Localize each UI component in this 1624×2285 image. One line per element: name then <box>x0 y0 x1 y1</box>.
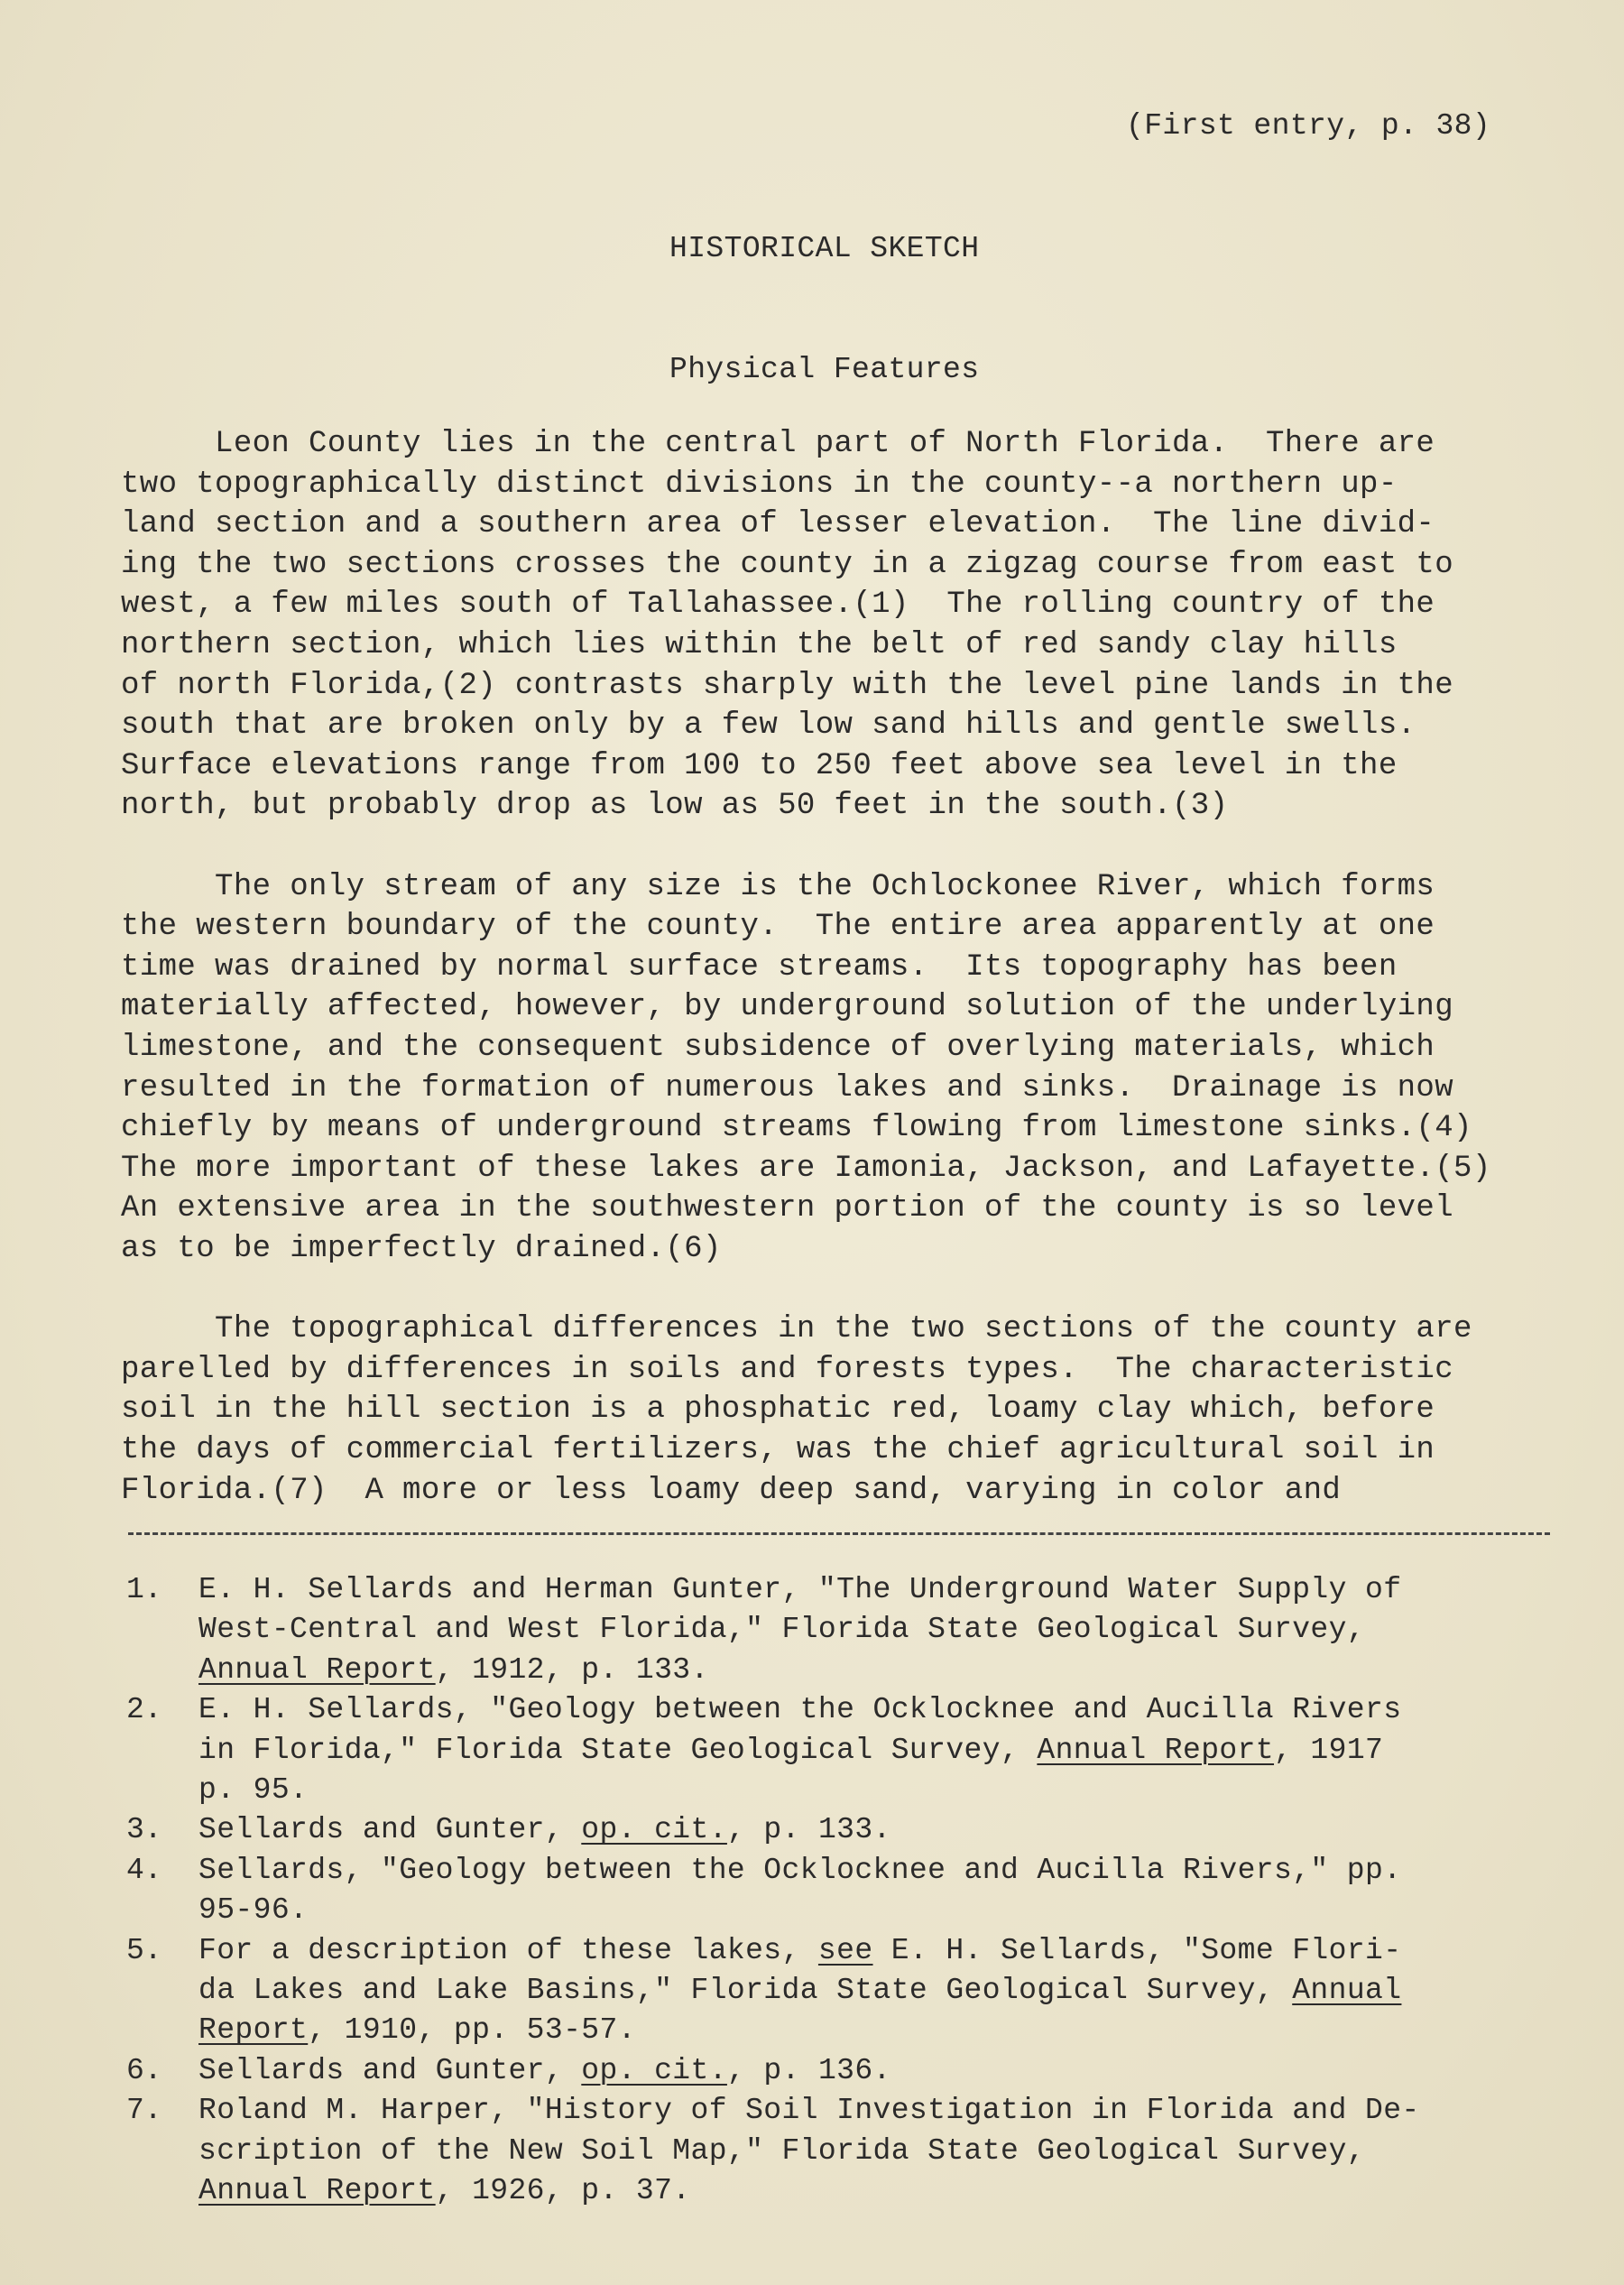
entry-note: (First entry, p. 38) <box>1126 109 1491 143</box>
body-line: as to be imperfectly drained.(6) <box>121 1232 722 1266</box>
body-line: ing the two sections crosses the county in a zigzag course from east to <box>121 547 1454 582</box>
page-title: HISTORICAL SKETCH <box>669 232 980 265</box>
body-line: limestone, and the consequent subsidence of overlying materials, which <box>121 1031 1435 1065</box>
body-line: Leon County lies in the central part of North Florida. There are <box>121 427 1435 461</box>
body-line: south that are broken only by a few low sand hills and gentle swells. <box>121 708 1416 744</box>
footnote-line: West-Central and West Florida," Florida State Geological Survey, <box>198 1613 1366 1647</box>
footnote-line: E. H. Sellards and Herman Gunter, "The Underground Water Supply of <box>198 1573 1402 1606</box>
footnote-line: p. 95. <box>198 1773 309 1807</box>
footnote-line: da Lakes and Lake Basins," Florida State Geological Survey, Annual <box>198 1974 1402 2007</box>
footnote-line: For a description of these lakes, see E. H. Sellards, "Some Flori- <box>198 1933 1402 1967</box>
footnote-number: 5. <box>126 1933 162 1967</box>
body-line: northern section, which lies within the belt of red sandy clay hills <box>121 628 1398 662</box>
footnote-number: 1. <box>126 1573 162 1606</box>
body-line: Florida.(7) A more or less loamy deep sand, varying in color and <box>121 1473 1342 1508</box>
body-line: west, a few miles south of Tallahassee.(1) The rolling country of the <box>121 587 1435 623</box>
footnote-line: E. H. Sellards, "Geology between the Ocklocknee and Aucilla Rivers <box>198 1693 1402 1727</box>
body-line: land section and a southern area of lesser elevation. The line divid- <box>121 507 1435 542</box>
body-line: resulted in the formation of numerous lakes and sinks. Drainage is now <box>121 1070 1454 1105</box>
footnote-number: 3. <box>126 1813 162 1847</box>
footnote-line: 95-96. <box>198 1893 309 1928</box>
footnote-line: Roland M. Harper, "History of Soil Investigation in Florida and De- <box>198 2094 1420 2128</box>
body-line: the days of commercial fertilizers, was the chief agricultural soil in <box>121 1433 1435 1467</box>
body-line: The more important of these lakes are Iamonia, Jackson, and Lafayette.(5) <box>121 1151 1491 1186</box>
body-line: materially affected, however, by underground solution of the underlying <box>121 990 1454 1025</box>
footnote-line: Annual Report, 1912, p. 133. <box>198 1652 709 1687</box>
body-line: Surface elevations range from 100 to 250 feet above sea level in the <box>121 748 1398 783</box>
body-line: The only stream of any size is the Ochlockonee River, which forms <box>121 869 1435 904</box>
body-line: An extensive area in the southwestern portion of the county is so level <box>121 1191 1454 1226</box>
footnote-number: 7. <box>126 2094 162 2128</box>
body-line: parelled by differences in soils and forests types. The characteristic <box>121 1352 1454 1387</box>
footnote-line: Annual Report, 1926, p. 37. <box>198 2174 691 2207</box>
footnote-line: Report, 1910, pp. 53-57. <box>198 2013 636 2048</box>
footnote-line: scription of the New Soil Map," Florida State Geological Survey, <box>198 2133 1366 2168</box>
footnote-line: Sellards and Gunter, op. cit., p. 133. <box>198 1813 891 1847</box>
body-line: time was drained by normal surface streams. Its topography has been <box>121 949 1398 985</box>
footnote-separator <box>128 1532 1550 1535</box>
footnote-number: 4. <box>126 1853 162 1887</box>
body-line: The topographical differences in the two sections of the county are <box>121 1312 1472 1347</box>
body-line: the western boundary of the county. The entire area apparently at one <box>121 910 1435 945</box>
body-line: north, but probably drop as low as 50 feet in the south.(3) <box>121 789 1229 824</box>
body-line: two topographically distinct divisions in the county--a northern up- <box>121 467 1398 502</box>
footnote-line: Sellards and Gunter, op. cit., p. 136. <box>198 2053 891 2087</box>
footnote-line: Sellards, "Geology between the Ocklocknee and Aucilla Rivers," pp. <box>198 1853 1402 1887</box>
section-subtitle: Physical Features <box>669 353 980 386</box>
footnote-line: in Florida," Florida State Geological Survey, Annual Report, 1917 <box>198 1733 1384 1767</box>
body-line: chiefly by means of underground streams flowing from limestone sinks.(4) <box>121 1111 1472 1146</box>
body-line: soil in the hill section is a phosphatic red, loamy clay which, before <box>121 1392 1435 1428</box>
footnote-number: 6. <box>126 2053 162 2087</box>
body-line: of north Florida,(2) contrasts sharply with the level pine lands in the <box>121 668 1454 703</box>
footnote-number: 2. <box>126 1693 162 1727</box>
